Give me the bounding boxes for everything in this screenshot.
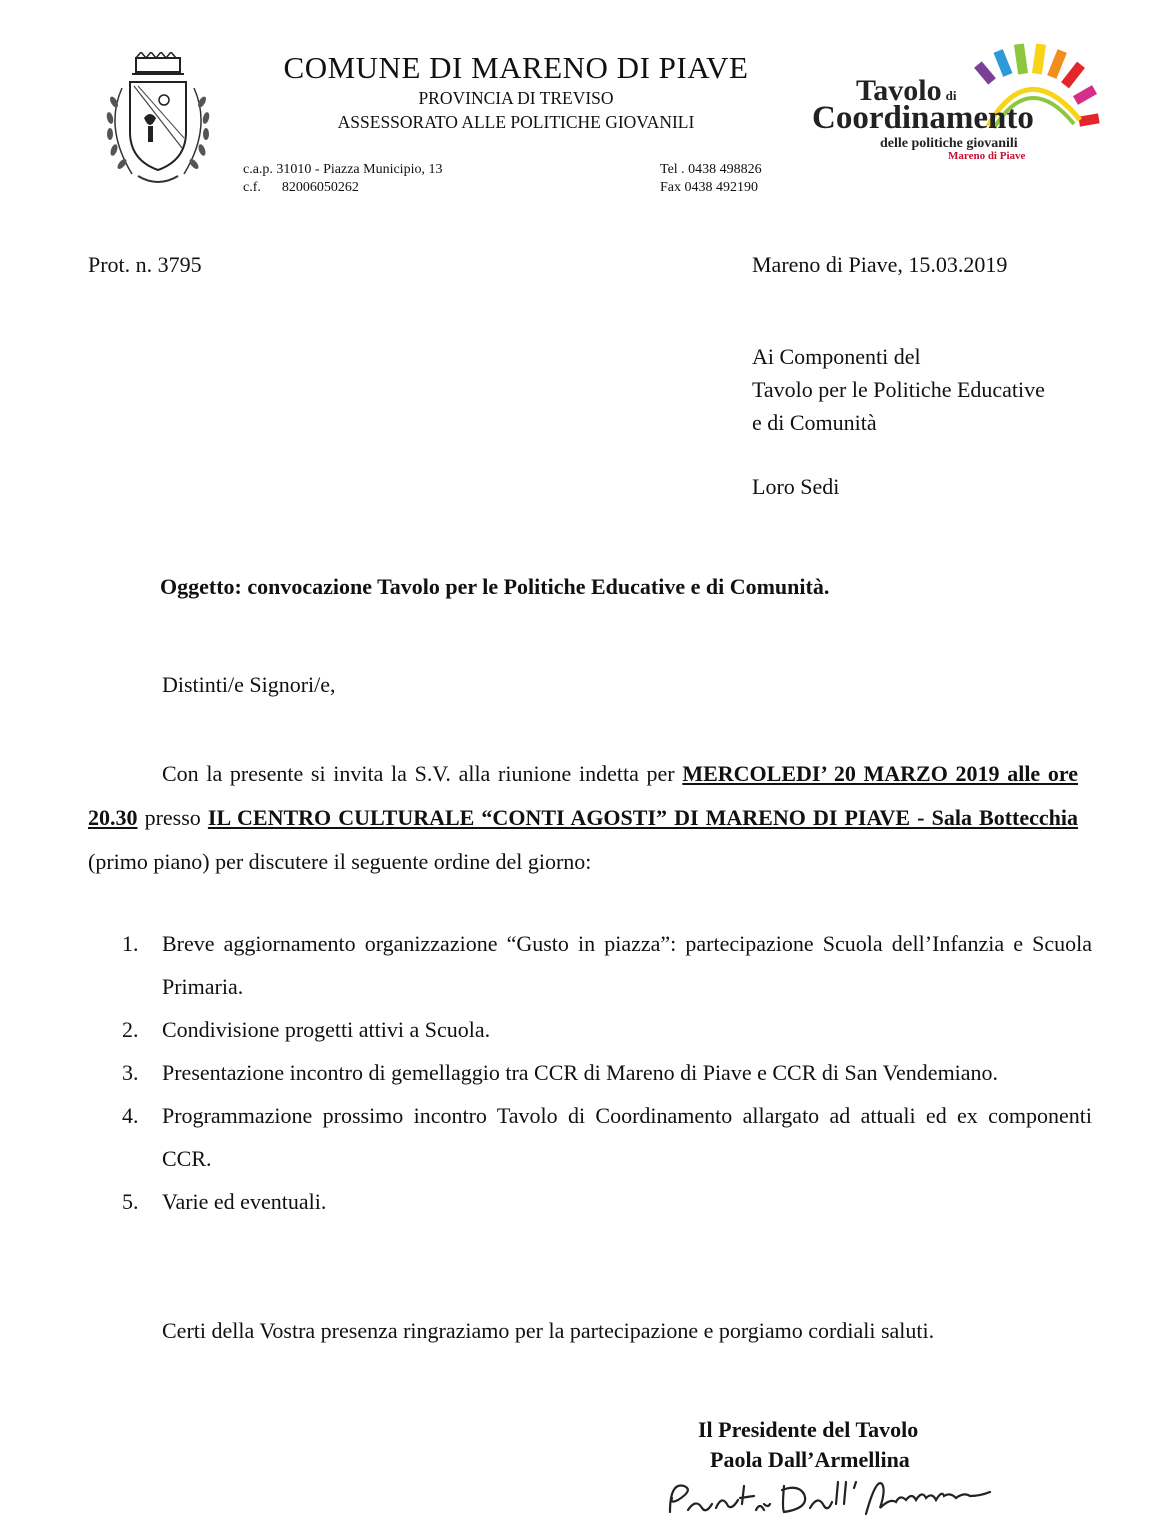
logo-word-di: di [945, 88, 957, 103]
agenda-number: 3. [122, 1060, 139, 1085]
fiscal-code: c.f. 82006050262 [243, 180, 359, 195]
agenda-list [122, 922, 1092, 1223]
agenda-item [122, 1008, 1092, 1051]
recipient-line: Tavolo per le Politiche Educative [752, 377, 1045, 402]
signer-name: Paola Dall’Armellina [710, 1447, 910, 1472]
telephone: Tel . 0438 498826 [660, 162, 762, 177]
agenda-number: 5. [122, 1189, 139, 1214]
agenda-item [122, 922, 1092, 1008]
signer-title: Il Presidente del Tavolo [698, 1417, 919, 1442]
agenda-item [122, 1051, 1092, 1094]
logo-subtitle: delle politiche giovanili [880, 136, 1018, 151]
recipient-block [752, 340, 1045, 439]
invitation-text: presso [137, 805, 208, 830]
recipient-note: Loro Sedi [752, 474, 840, 499]
agenda-item [122, 1180, 1092, 1223]
postal-address: c.a.p. 31010 - Piazza Municipio, 13 [243, 162, 443, 177]
invitation-text: Con la presente si invita la S.V. alla riunione indetta per [162, 761, 683, 786]
agenda-number: 1. [122, 931, 139, 956]
tavolo-coordinamento-logo [808, 40, 1104, 162]
agenda-item [122, 1094, 1092, 1180]
fax: Fax 0438 492190 [660, 180, 758, 195]
municipality-title: COMUNE DI MARENO DI PIAVE [283, 50, 749, 85]
agenda-text: Condivisione progetti attivi a Scuola. [162, 1017, 491, 1042]
subject-line: Oggetto: convocazione Tavolo per le Politiche Educative e di Comunità. [160, 574, 830, 599]
meeting-datetime: MERCOLEDI’ 20 MARZO 2019 alle ore 20.30 [88, 761, 1079, 830]
logo-place: Mareno di Piave [948, 150, 1026, 162]
recipient-line: e di Comunità [752, 410, 877, 435]
salutation: Distinti/e Signori/e, [162, 672, 336, 697]
province-line: PROVINCIA DI TREVISO [418, 88, 614, 108]
invitation-paragraph [88, 752, 1078, 884]
agenda-number: 4. [122, 1103, 139, 1128]
municipal-crest-icon [92, 52, 224, 192]
meeting-venue: IL CENTRO CULTURALE “CONTI AGOSTI” DI MARENO DI PIAVE - Sala Bottecchia [207, 805, 1079, 830]
place-date: Mareno di Piave, 15.03.2019 [752, 252, 1008, 277]
agenda-text: Varie ed eventuali. [162, 1189, 327, 1214]
protocol-number: Prot. n. 3795 [88, 252, 202, 277]
invitation-text: (primo piano) per discutere il seguente ordine del giorno: [88, 849, 592, 874]
agenda-text: Breve aggiornamento organizzazione “Gusto in piazza”: partecipazione Scuola dell’Infanzia e Scuola Primaria. [162, 931, 1092, 999]
department-line: ASSESSORATO ALLE POLITICHE GIOVANILI [337, 112, 695, 132]
agenda-text: Presentazione incontro di gemellaggio tra CCR di Mareno di Piave e CCR di San Vendemiano. [162, 1060, 999, 1085]
closing-sentence: Certi della Vostra presenza ringraziamo per la partecipazione e porgiamo cordiali saluti. [162, 1318, 935, 1343]
agenda-text: Programmazione prossimo incontro Tavolo di Coordinamento allargato ad attuali ed ex componenti CCR. [162, 1103, 1092, 1171]
recipient-line: Ai Componenti del [752, 344, 921, 369]
handwritten-signature [660, 1474, 1020, 1524]
logo-word-coordinamento: Coordinamento [812, 100, 1034, 136]
logo-word-tavolo: Tavolo [856, 74, 942, 107]
agenda-number: 2. [122, 1017, 139, 1042]
